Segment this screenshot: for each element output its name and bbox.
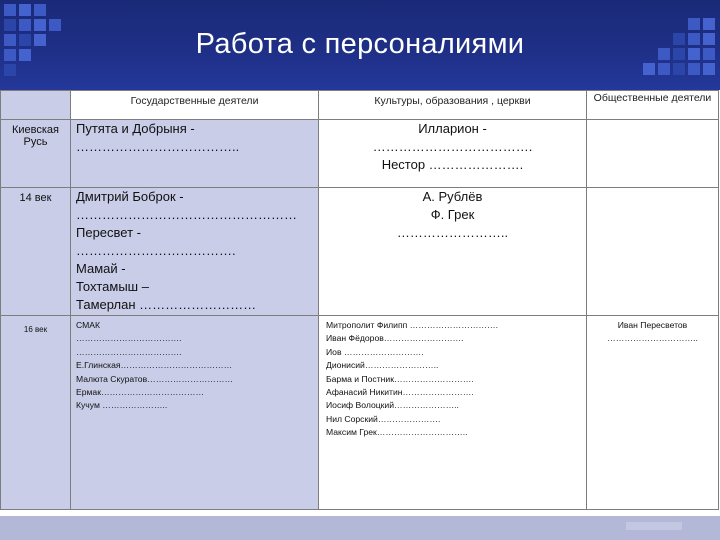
- column-header-public: Общественные деятели: [587, 91, 719, 120]
- era-cell: 14 век: [1, 188, 71, 316]
- table-header-row: [1, 91, 719, 120]
- state-list: [71, 120, 318, 156]
- list-item: Митрополит Филипп ………………………….: [326, 320, 499, 330]
- state-cell: [71, 188, 319, 316]
- culture-list: [319, 120, 586, 174]
- header-corner-cell: [1, 91, 71, 120]
- state-cell: [71, 120, 319, 188]
- culture-cell: [319, 120, 587, 188]
- decor-square: [4, 4, 16, 16]
- list-item: СМАК: [76, 320, 101, 330]
- decor-square: [703, 63, 715, 75]
- list-item: Малюта Скуратов…………………………: [76, 373, 234, 384]
- list-item: Иосиф Волоцкий…………………..: [326, 400, 459, 411]
- culture-list: [319, 188, 586, 242]
- public-cell: [587, 188, 719, 316]
- list-item: ……………………..: [396, 225, 509, 240]
- list-item: ……………………………….: [76, 346, 182, 357]
- era-cell: 16 век: [1, 316, 71, 510]
- list-item: Мамай -: [76, 261, 126, 276]
- list-item: Кучум …………………..: [76, 400, 168, 411]
- list-item: Нил Сорский………………….: [326, 413, 441, 424]
- list-item: Афанасий Никитин…………………….: [326, 387, 474, 398]
- decor-square: [658, 63, 670, 75]
- decor-square: [34, 4, 46, 16]
- decor-square: [643, 63, 655, 75]
- list-item: Иов ……………………….: [326, 346, 424, 357]
- column-header-state: Государственные деятели: [71, 91, 319, 120]
- table-row: [1, 120, 719, 188]
- list-item: ……………………………….: [372, 139, 533, 154]
- list-item: Иван Фёдоров……………………….: [326, 333, 464, 344]
- list-item: Путята и Добрыня -: [76, 121, 195, 136]
- table-row: [1, 188, 719, 316]
- decor-square: [688, 63, 700, 75]
- state-list: [71, 188, 318, 314]
- personalities-table: [0, 90, 719, 510]
- decor-square: [4, 64, 16, 76]
- list-item: ……………………………….: [76, 243, 236, 258]
- state-cell: [71, 316, 319, 510]
- list-item: Ермак………………………………: [76, 387, 205, 398]
- list-item: ………………………………..: [76, 139, 240, 154]
- list-item: Барма и Постник……………………….: [326, 373, 474, 384]
- list-item: Илларион -: [418, 121, 487, 136]
- footer-decor: [626, 522, 682, 530]
- era-cell: Киевская Русь: [1, 120, 71, 188]
- list-item: Ф. Грек: [430, 207, 475, 222]
- list-item: Тамерлан ………………………: [76, 297, 257, 312]
- list-item: Пересвет -: [76, 225, 141, 240]
- list-item: …………………………..: [607, 333, 698, 344]
- decor-square: [19, 4, 31, 16]
- state-list: [71, 316, 318, 413]
- list-item: ……………………………………………: [76, 207, 297, 222]
- list-item: Иван Пересветов: [617, 320, 688, 330]
- list-item: Нестор ………………….: [381, 157, 524, 172]
- public-list: [587, 316, 718, 346]
- table-row: [1, 316, 719, 510]
- list-item: ……………………………….: [76, 333, 182, 344]
- culture-cell: [319, 316, 587, 510]
- list-item: Дмитрий Боброк -: [76, 189, 184, 204]
- slide-title: Работа с персоналиями: [195, 28, 525, 60]
- public-cell: [587, 120, 719, 188]
- list-item: Максим Грек…………………………..: [326, 427, 468, 438]
- column-header-culture: Культуры, образования , церкви: [319, 91, 587, 120]
- decor-square: [673, 63, 685, 75]
- public-cell: [587, 316, 719, 510]
- list-item: Тохтамыш –: [76, 279, 149, 294]
- culture-cell: [319, 188, 587, 316]
- list-item: А. Рублёв: [422, 189, 483, 204]
- list-item: Дионисий……………………..: [326, 360, 439, 371]
- culture-list: [319, 316, 586, 440]
- slide-footer: [0, 516, 720, 540]
- list-item: Е.Глинская…………………………………: [76, 360, 233, 371]
- slide-header: [0, 0, 720, 90]
